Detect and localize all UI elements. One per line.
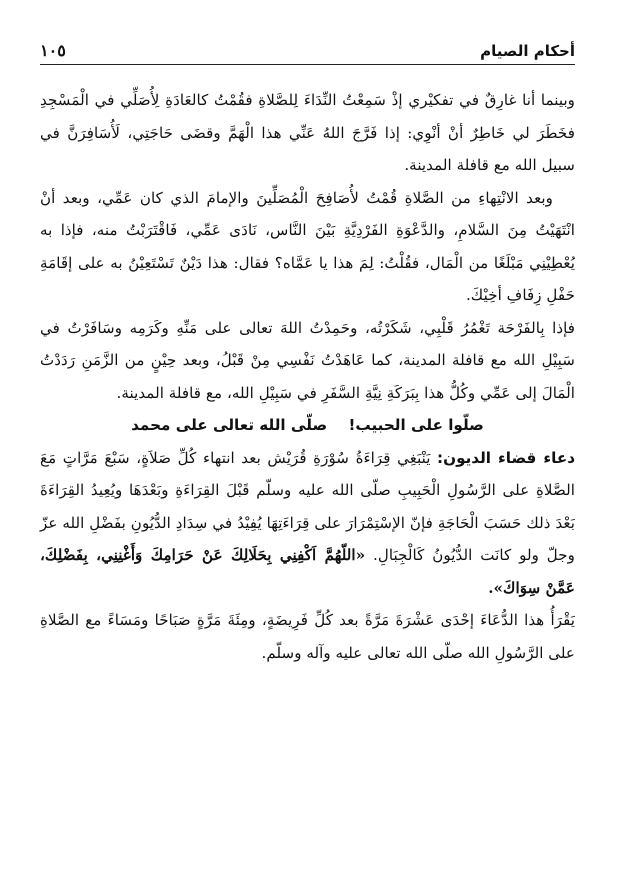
page-header [40, 32, 575, 60]
dua-text: «اللّهُمَّ اَكْفِنِي بِحَلَالِكَ عَنْ حَرَامِكَ وَأَغْنِنِي، بِفَضْلِكَ، عَمَّنْ سِوَاكَ». [40, 546, 575, 597]
header-rule [40, 64, 575, 65]
dua-intro-text: يَنْبَغِي قِرَاءَةُ سُوْرَةِ قُرَيْش بعد انتهاء كُلِّ صَلاَةٍ، سَبْعَ مَرَّاتٍ مَعَ الصَّلاةِ على الرَّسُولِ الْحَبِيبِ صلّى الله عليه وسلّم قَبْلَ القِرَاءَةِ وبَعْدَهَا ويُعِيدُ القِرَاءَةَ بَعْدَ ذلك حَسَبَ الْحَاجَةِ فإنّ الإسْتِمْرَارَ على قِرَاءَتِهَا يُفِيْدُ في سِدَادِ الدُّيُونِ بفَضْلِ الله عزّ وجلّ ولو كانَت الدُّيُونُ كَالْجِبَالِ. [40, 448, 576, 564]
page-body [40, 84, 575, 873]
paragraph-story-3: فإذا بِالفَرْحَة تَغْمُرُ قَلْبِي، شَكَرْتُه، وحَمِدْتُ اللهَ تعالى على مَنِّهِ وكَرَمِه وسَافَرْتُ في سَبِيْلِ الله مع قافلة المدينة، كما عَاهَدْتُ نَفْسِي مِنْ قَبْلُ، وبعد حِيْنٍ من الزَّمَنِ رَدَدْتُ الْمَالَ إلى عَمِّي وكُلُّ هذا بِبَرَكَةِ نِيَّةِ السَّفَرِ في سَبِيْلِ الله، مع قافلة المدينة. [40, 318, 575, 402]
page-number: ١٠٥ [40, 41, 66, 60]
paragraph-dua-intro [40, 442, 575, 605]
section-label: دعاء قضاء الديون: [437, 448, 576, 467]
paragraph-story-2: وبعد الانْتِهاءِ من الصَّلاةِ قُمْتُ لأُصَافِحَ الْمُصَلِّينَ والإمامَ الذي كان عَمِّي، وبعد أنْ انْتَهَيْتُ مِنَ السَّلامِ، والدَّعْوَةِ الفَرْدِيَّةِ بَيْنَ النَّاس، نَادَى عَمِّي، فَاقْتَرَبْتُ منه، فإذا به يُعْطِيْنِي مَبْلَغًا من الْمَال، فقُلْتُ: لِمَ هذا يا عَمَّاه؟ فقال: هذا دَيْنٌ تَسْتَعِيْنُ به على إقَامَةِ حَفْلِ زِفَافِ أخِيْكَ. [40, 188, 575, 304]
paragraph-story-1: وبينما أنا غارِقٌ في تفكيْري إذْ سَمِعْتُ النِّدَاءَ لِلصَّلاةِ فقُمْتُ كالعَادَةِ لِأُصَلِّي في الْمَسْجِدِ فخَطَرَ لي خَاطِرٌ أنْ أنْوِي: إذا فَرَّجَ اللهُ عَنِّي هذا الْهَمَّ وقضَى حَاجَتِي، لَأُسَافِرَنَّ في سبيل الله مع قافلة المدينة. [40, 91, 575, 174]
running-title: أحكام الصيام [480, 42, 575, 60]
salutation-response: صلّى الله تعالى على محمد [131, 416, 328, 434]
paragraph-dua-closing: يَقْرَأُ هذا الدُّعَاءَ إحْدَى عَشْرَةَ مَرَّةً بعد كُلِّ فَرِيضَةٍ، ومِئَةَ مَرَّةٍ صَبَاحًا ومَسَاءً مع الصَّلاةِ على الرَّسُولِ الله صلّى الله تعالى عليه وآله وسلّم. [40, 611, 575, 662]
salutation-call: صلّوا على الحبيب! [348, 416, 484, 434]
salutation-line [40, 409, 575, 442]
